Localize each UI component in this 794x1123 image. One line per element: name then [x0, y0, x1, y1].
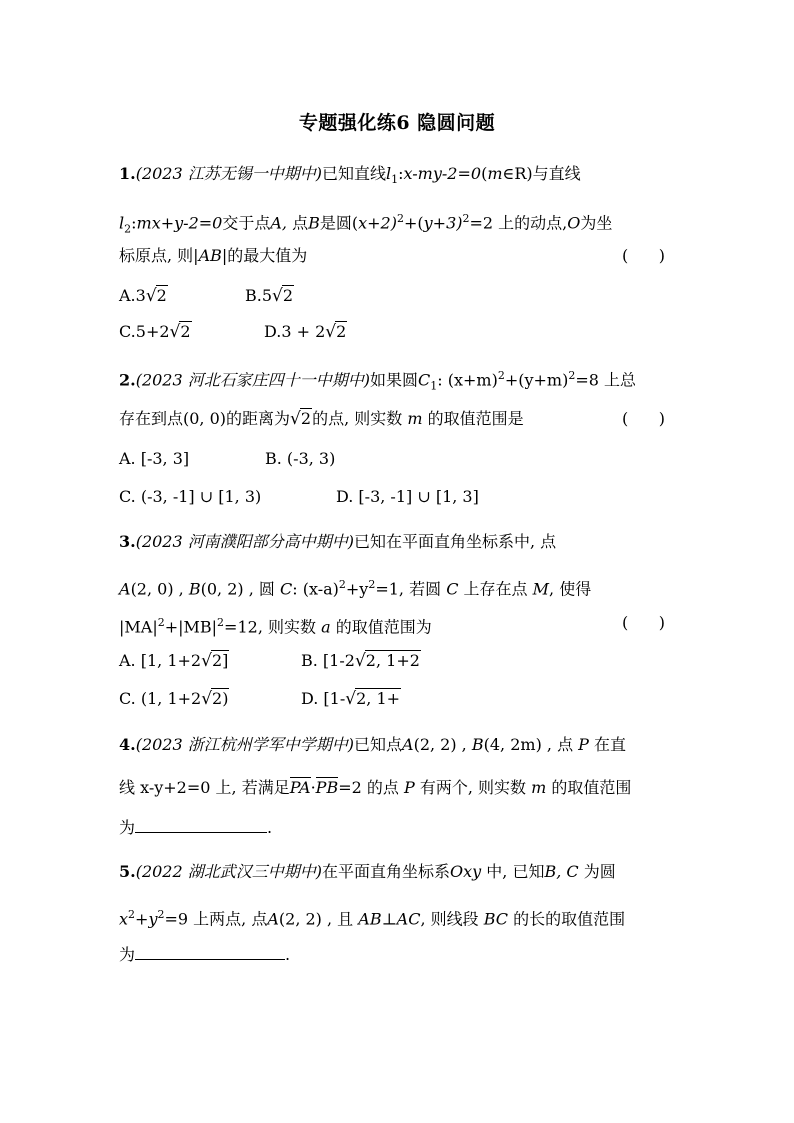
q5-line2: $x^2+y^2=9$ 上两点, 点A(2, 2) , 且 AB⊥AC, 则线段 BC 的长的取值范围: [119, 908, 626, 929]
q3-line2: A(2, 0) , B(0, 2) , 圆 C: $(x-a)^2+y^2=1$, 若圆 C 上存在点 M, 使得: [119, 578, 592, 599]
q1-line1: 1.(2023 江苏无锡一中期中)已知直线$l_1:x-my-2=0(m\in R)$与直线: [119, 164, 581, 187]
page-title: 专题强化练6 隐圆问题: [298, 112, 496, 134]
q3-option-a: A. [1, 1+2√2]: [119, 651, 229, 671]
q2-line2: 存在到点(0, 0)的距离为√2的点, 则实数 m 的取值范围是: [119, 409, 524, 429]
q2-option-b: B. (-3, 3): [265, 449, 336, 468]
q5-line1: 5.(2022 湖北武汉三中期中)在平面直角坐标系Oxy 中, 已知B, C 为圆: [119, 862, 616, 881]
q1-option-b: B.5√2: [245, 286, 294, 306]
q3-line3: $|MA|^2+|MB|^2=12$, 则实数 a 的取值范围为: [119, 616, 432, 637]
q2-option-d: D. [-3, -1] ∪ [1, 3]: [336, 487, 479, 506]
q2-option-a: A. [-3, 3]: [119, 449, 190, 468]
q3-option-b: B. [1-2√2, 1+2: [301, 651, 420, 671]
q2-option-c: C. (-3, -1] ∪ [1, 3): [119, 487, 262, 506]
q1-answer-bracket: ( ): [622, 246, 665, 265]
q1-option-c: C.5+2√2: [119, 322, 191, 342]
q3-line1: 3.(2023 河南濮阳部分高中期中)已知在平面直角坐标系中, 点: [119, 532, 557, 551]
q4-line2: 线 x-y+2=0 上, 若满足PA·PB=2 的点 P 有两个, 则实数 m 的取值范围: [119, 778, 632, 797]
q1-option-d: D.3 + 2√2: [264, 322, 347, 342]
q1-option-a: A.3√2: [119, 286, 167, 306]
q3-option-d: D. [1-√2, 1+: [301, 689, 401, 709]
q1-line3: 标原点, 则|AB|的最大值为: [119, 246, 308, 265]
q4-line1: 4.(2023 浙江杭州学军中学期中)已知点A(2, 2) , B(4, 2m) , 点 P 在直: [119, 735, 627, 754]
q3-option-c: C. (1, 1+2√2): [119, 689, 229, 709]
q2-line1: 2.(2023 河北石家庄四十一中期中)如果圆$C_1$: $(x+m)^2+(y+m)^2=8$ 上总: [119, 369, 637, 393]
q5-line3: 为 .: [119, 945, 291, 964]
q1-line2: $l_2:mx+y-2=0$交于点A, 点B是圆$(x+2)^2+(y+3)^2=2$ 上的动点,O为坐: [119, 212, 613, 236]
q4-line3: 为 .: [119, 818, 273, 837]
q4-answer-blank[interactable]: [135, 816, 267, 833]
q3-answer-bracket: ( ): [622, 613, 665, 632]
q2-answer-bracket: ( ): [622, 409, 665, 428]
q5-answer-blank[interactable]: [135, 943, 285, 960]
